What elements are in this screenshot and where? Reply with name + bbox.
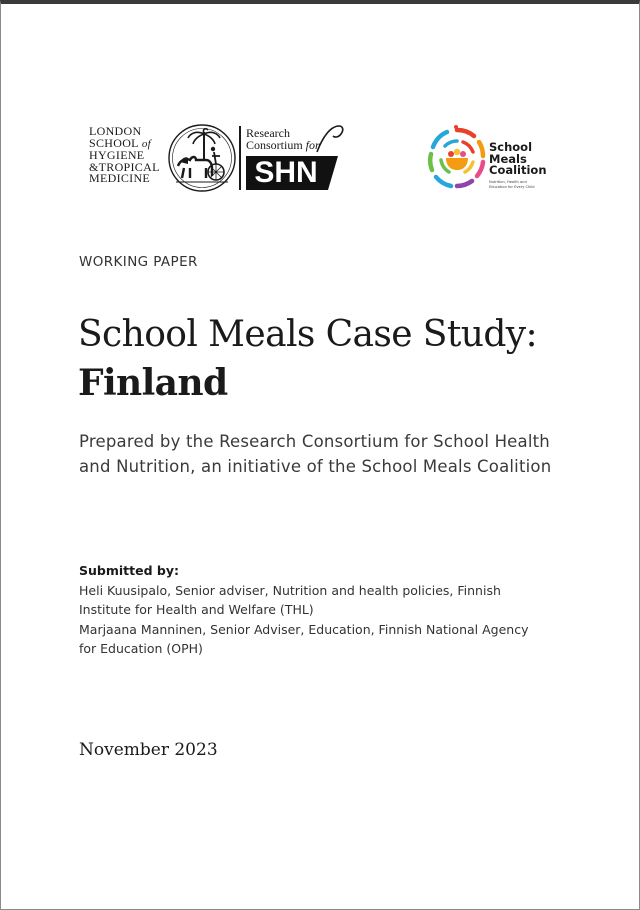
coalition-circle-icon	[427, 124, 487, 194]
author-line: Heli Kuusipalo, Senior adviser, Nutrition and health policies, Finnish	[79, 582, 501, 598]
swoosh-icon	[313, 122, 345, 156]
coalition-tagline: Nutrition, Health and Education for Every Child	[489, 180, 535, 189]
submitted-by-section	[79, 561, 559, 659]
school-meals-coalition-logo	[427, 124, 567, 196]
lshtm-shn-logo	[89, 122, 343, 194]
author-line: Institute for Health and Welfare (THL)	[79, 602, 314, 617]
logo-divider	[239, 126, 241, 190]
title-line: School Meals Case Study:	[78, 314, 538, 355]
shn-acronym: SHN	[254, 156, 318, 189]
author-line: Marjaana Manninen, Senior Adviser, Education, Finnish National Agency	[79, 621, 529, 637]
lshtm-wordmark: LONDON SCHOOL of HYGIENE &TROPICAL MEDICINE	[89, 124, 160, 185]
shn-research-text: Research Consortium for	[246, 126, 320, 152]
page-title	[78, 311, 537, 407]
document-type-label: WORKING PAPER	[79, 254, 198, 270]
lshtm-seal-icon	[166, 122, 238, 194]
author-line: for Education (OPH)	[79, 641, 203, 656]
coalition-wordmark: School Meals Coalition	[489, 140, 547, 177]
page-subtitle: Prepared by the Research Consortium for School Health and Nutrition, an initiative of the School Meals Coalition	[79, 432, 552, 476]
publication-date: November 2023	[79, 740, 218, 760]
title-country: Finland	[78, 362, 228, 404]
submitted-by-heading: Submitted by:	[79, 563, 179, 578]
